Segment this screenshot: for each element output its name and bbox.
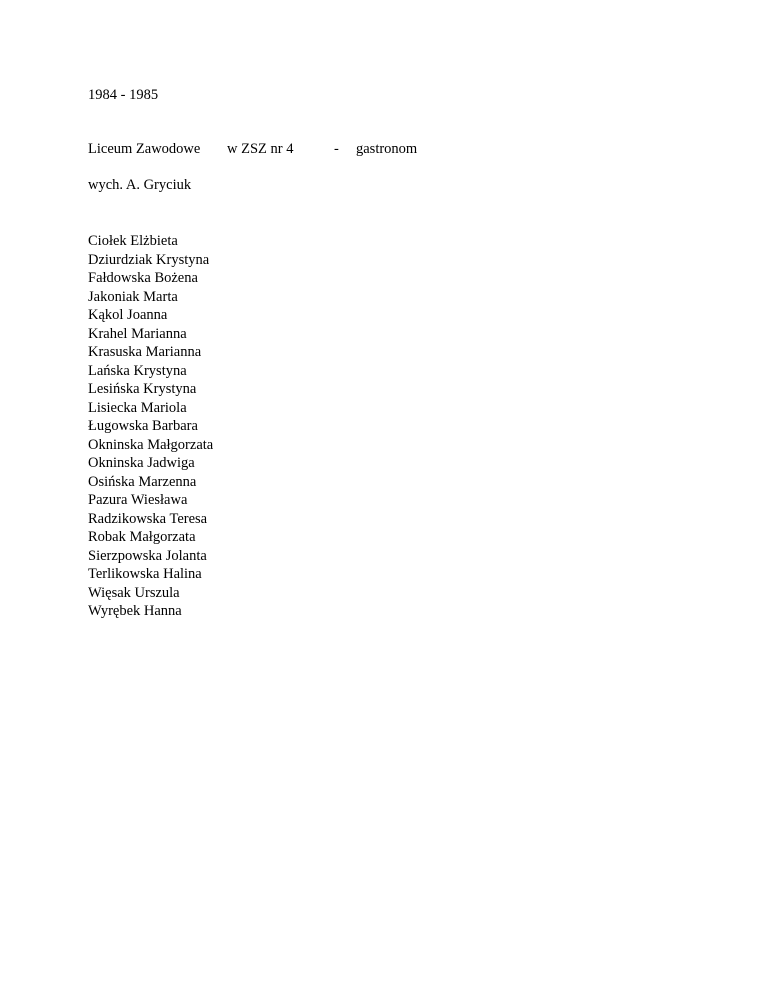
school-years: 1984 - 1985 (88, 87, 159, 103)
student-name: Sierzpowska Jolanta (88, 547, 207, 564)
school-name: Liceum Zawodowe (88, 141, 201, 157)
school-unit: w ZSZ nr 4 (227, 141, 294, 157)
student-name: Ługowska Barbara (88, 418, 198, 434)
student-name: Okninska Jadwiga (88, 455, 195, 471)
student-name: Ciołek Elżbieta (88, 233, 178, 249)
student-name: Więsak Urszula (88, 584, 180, 601)
student-name: Fałdowska Bożena (88, 270, 198, 286)
student-name: Radzikowska Teresa (88, 510, 208, 527)
student-name: Lańska Krystyna (88, 362, 187, 379)
separator-dash: - (334, 141, 339, 157)
student-name: Lesińska Krystyna (88, 381, 197, 397)
class-teacher: wych. A. Gryciuk (88, 177, 192, 193)
student-name: Lisiecka Mariola (88, 399, 187, 416)
student-name: Krahel Marianna (88, 325, 187, 342)
student-name: Jakoniak Marta (88, 288, 178, 305)
student-list (88, 232, 213, 621)
student-name: Osińska Marzenna (88, 473, 197, 490)
student-name: Terlikowska Halina (88, 566, 202, 582)
student-name: Pazura Wiesława (88, 492, 188, 508)
student-name: Okninska Małgorzata (88, 436, 214, 453)
student-name: Kąkol Joanna (88, 307, 168, 323)
student-name: Krasuska Marianna (88, 344, 202, 360)
student-name: Wyrębek Hanna (88, 603, 182, 619)
student-name: Robak Małgorzata (88, 529, 196, 545)
class-profile: gastronom (356, 141, 418, 157)
student-name: Dziurdziak Krystyna (88, 251, 210, 268)
